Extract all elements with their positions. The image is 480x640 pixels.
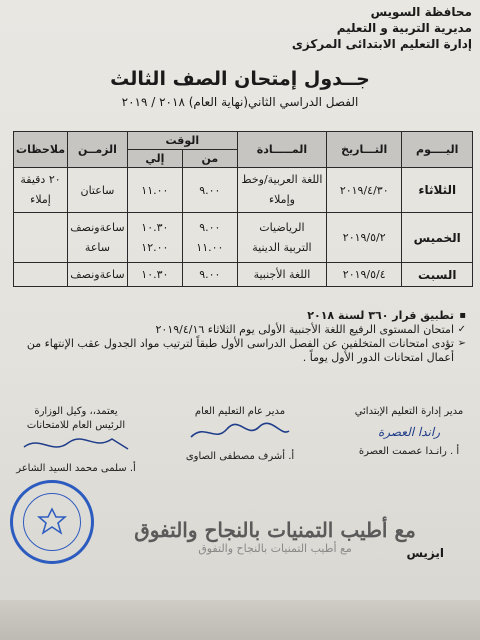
header-directorate: مديرية التربية و التعليم	[336, 21, 472, 35]
subject-line: اللغة العربية/وخط	[241, 173, 323, 186]
signature-title: مدير إدارة التعليم الإبتدائي	[354, 406, 464, 417]
time-line: ٩.٠٠	[199, 220, 221, 234]
row-duration: ساعةونصف	[68, 263, 128, 287]
exam-schedule-table	[13, 131, 473, 287]
table-row	[14, 213, 473, 263]
closing-signer: ايزيس	[406, 546, 444, 560]
signature-title: مدير عام التعليم العام	[194, 406, 286, 417]
header-from: من	[182, 150, 237, 168]
row-date: ٢٠١٩/٥/٢	[327, 213, 402, 263]
row-duration: ساعتان	[68, 168, 128, 213]
table-row	[14, 168, 473, 213]
duration-line: ساعةونصف	[70, 220, 125, 234]
signature-title: يعتمد،، وكيل الوزارة	[34, 406, 118, 417]
row-subject: اللغة الأجنبية	[237, 263, 326, 287]
page-subtitle: الفصل الدراسي الثاني(نهاية العام) ٢٠١٨ / ٢٠١٩	[121, 95, 359, 109]
row-subject	[237, 213, 326, 263]
time-line: ١٢.٠٠	[141, 240, 169, 254]
subject-line: وإملاء	[268, 193, 295, 206]
row-to: ١١.٠٠	[127, 168, 182, 213]
signature-undersecretary	[6, 405, 146, 476]
stamp-eagle-icon	[23, 493, 81, 551]
list-item: ▪ تطبيق قرار ٣٦٠ لسنة ٢٠١٨	[11, 309, 466, 323]
row-date: ٢٠١٩/٤/٣٠	[327, 168, 402, 213]
row-date: ٢٠١٩/٥/٤	[327, 263, 402, 287]
handwritten-signature: راندا العصرة	[377, 425, 440, 439]
row-duration	[68, 213, 128, 263]
row-notes	[14, 168, 68, 213]
handwritten-signature	[16, 433, 136, 457]
row-day: السبت	[402, 263, 473, 287]
duration-line: ساعة	[84, 240, 110, 254]
header-subject: المـــــادة	[237, 132, 326, 168]
handwritten-signature	[185, 419, 295, 445]
header-governorate: محافظة السويس	[370, 5, 472, 19]
list-item: ➢ تؤدى امتحانات المتخلفين عن الفصل الدراسى الأول طبقاً لترتيب مواد الجدول عقب الإنتهاء من أعمال امتحانات الدور الأول يوماً .	[11, 337, 466, 365]
row-subject	[237, 168, 326, 213]
signature-subtitle: الرئيس العام للامتحانات	[26, 420, 126, 431]
row-from	[182, 213, 237, 263]
header-date: التـــاريخ	[327, 132, 402, 168]
signature-general-director	[180, 405, 300, 464]
row-to: ١٠.٣٠	[127, 263, 182, 287]
time-line: ١١.٠٠	[196, 240, 224, 254]
signature-primary-director	[344, 405, 474, 459]
list-item: ✓ امتحان المستوى الرفيع اللغة الأجنبية الأولى يوم الثلاثاء ٢٠١٩/٤/١٦	[11, 323, 466, 337]
row-notes	[14, 213, 68, 263]
closing-line-main: مع أطيب التمنيات بالنجاح والتفوق	[134, 518, 416, 542]
header-day: اليــــوم	[402, 132, 473, 168]
header-time: الوقت	[127, 132, 237, 150]
row-from: ٩.٠٠	[182, 168, 237, 213]
signature-name: أ. سلمى محمد السيد الشاعر	[16, 463, 136, 474]
subject-line: التربية الدينية	[252, 240, 312, 254]
table-row	[14, 263, 473, 287]
header-duration: الزمــن	[68, 132, 128, 168]
row-day: الثلاثاء	[402, 168, 473, 213]
notes-list	[11, 309, 466, 365]
signature-name: أ . رانـدا عصمت العصرة	[358, 446, 460, 457]
document-header	[292, 4, 472, 52]
row-to	[127, 213, 182, 263]
row-from: ٩.٠٠	[182, 263, 237, 287]
header-administration: إدارة التعليم الابتدائى المركزى	[291, 37, 472, 51]
closing-line-secondary: مع أطيب التمنيات بالنجاح والتفوق	[198, 542, 352, 555]
header-to: إلي	[127, 150, 182, 168]
note-line: إملاء	[30, 193, 51, 206]
header-notes: ملاحظات	[14, 132, 68, 168]
subject-line: الرياضيات	[259, 220, 305, 234]
note-line: ٢٠ دقيقة	[20, 173, 61, 186]
time-line: ١٠.٣٠	[141, 220, 169, 234]
page-bottom-shadow	[0, 600, 480, 640]
signature-name: أ. أشرف مصطفى الصاوى	[185, 451, 295, 462]
page-title: جــدول إمتحان الصف الثالث	[110, 68, 370, 90]
row-notes	[14, 263, 68, 287]
row-day: الخميس	[402, 213, 473, 263]
